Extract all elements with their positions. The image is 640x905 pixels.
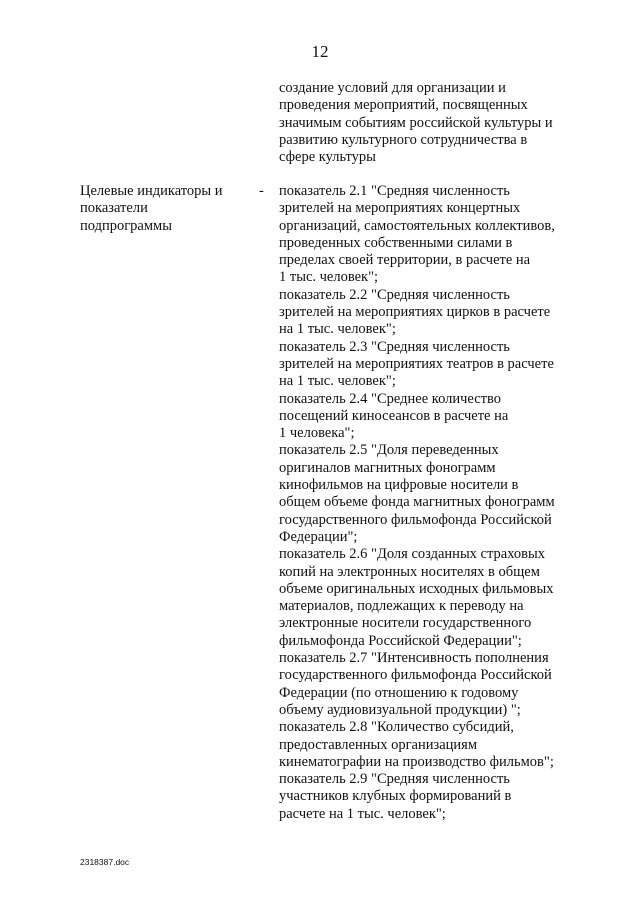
- indicator-line: показатель 2.1 "Средняя численность: [279, 183, 510, 199]
- indicator-line: 1 человека";: [279, 425, 355, 442]
- indicator-line: объеме оригинальных исходных фильмовых: [279, 580, 554, 597]
- indicator-line: общем объеме фонда магнитных фонограмм: [279, 494, 555, 511]
- indicator-line: организаций, самостоятельных коллективов,: [279, 217, 555, 234]
- indicator-line: на 1 тыс. человек";: [279, 373, 396, 390]
- footer-document-code: 2318387.doc: [80, 857, 130, 867]
- row-dash: -: [259, 183, 264, 199]
- intro-line: создание условий для организации и: [279, 80, 506, 96]
- indicator-line: показатель 2.5 "Доля переведенных: [279, 442, 499, 459]
- indicator-line: Федерации (по отношению к годовому: [279, 684, 519, 701]
- indicator-line: государственного фильмофонда Российской: [279, 667, 552, 684]
- indicator-item: [279, 287, 579, 339]
- indicator-line: зрителей на мероприятиях театров в расчете: [279, 355, 554, 372]
- row-label-line: подпрограммы: [80, 217, 172, 234]
- indicator-line: кинофильмов на цифровые носители в: [279, 477, 519, 494]
- indicator-line: показатель 2.8 "Количество субсидий,: [279, 719, 514, 736]
- indicator-item: [279, 339, 579, 391]
- indicator-line: расчете на 1 тыс. человек";: [279, 805, 446, 822]
- indicator-item: [279, 771, 579, 823]
- indicator-line: проведенных собственными силами в: [279, 234, 513, 251]
- indicator-line: показатель 2.2 "Средняя численность: [279, 286, 510, 303]
- indicator-item: [279, 650, 579, 719]
- indicator-line: электронные носители государственного: [279, 615, 532, 632]
- indicator-line: на 1 тыс. человек";: [279, 321, 396, 338]
- indicator-line: зрителей на мероприятиях цирков в расчете: [279, 304, 551, 321]
- indicator-line: материалов, подлежащих к переводу на: [279, 598, 524, 615]
- indicator-line: государственного фильмофонда Российской: [279, 511, 552, 528]
- row-label-line: показатели: [80, 200, 148, 217]
- indicator-item: [279, 719, 579, 771]
- indicator-line: фильмофонда Российской Федерации";: [279, 632, 522, 649]
- intro-line: сфере культуры: [279, 149, 376, 166]
- indicator-item: [279, 442, 579, 546]
- intro-line: значимым событиям российской культуры и: [279, 114, 553, 131]
- indicator-line: показатель 2.3 "Средняя численность: [279, 338, 510, 355]
- indicator-line: участников клубных формирований в: [279, 788, 512, 805]
- indicator-line: Федерации";: [279, 528, 358, 545]
- intro-text-block: [279, 80, 579, 166]
- indicator-line: показатель 2.6 "Доля созданных страховых: [279, 546, 545, 563]
- indicator-line: показатель 2.4 "Среднее количество: [279, 390, 501, 407]
- intro-line: развитию культурного сотрудничества в: [279, 131, 528, 148]
- indicator-line: копий на электронных носителях в общем: [279, 563, 540, 580]
- indicator-line: посещений киносеансов в расчете на: [279, 407, 509, 424]
- indicator-line: зрителей на мероприятиях концертных: [279, 200, 521, 217]
- indicator-item: [279, 183, 579, 287]
- indicator-line: объему аудиовизуальной продукции) ";: [279, 701, 521, 718]
- indicator-line: 1 тыс. человек";: [279, 269, 379, 286]
- indicator-line: показатель 2.9 "Средняя численность: [279, 771, 510, 788]
- page-number: 12: [311, 42, 329, 61]
- indicator-line: предоставленных организациям: [279, 736, 478, 753]
- indicator-line: кинематографии на производство фильмов";: [279, 753, 554, 770]
- indicator-list: [279, 183, 579, 823]
- row-label-line: Целевые индикаторы и: [80, 183, 223, 199]
- intro-line: проведения мероприятий, посвященных: [279, 97, 528, 114]
- indicator-line: показатель 2.7 "Интенсивность пополнения: [279, 650, 549, 667]
- indicator-item: [279, 546, 579, 650]
- indicator-line: пределах своей территории, в расчете на: [279, 252, 531, 269]
- row-label: [80, 183, 260, 235]
- indicator-line: оригиналов магнитных фонограмм: [279, 459, 496, 476]
- indicator-item: [279, 391, 579, 443]
